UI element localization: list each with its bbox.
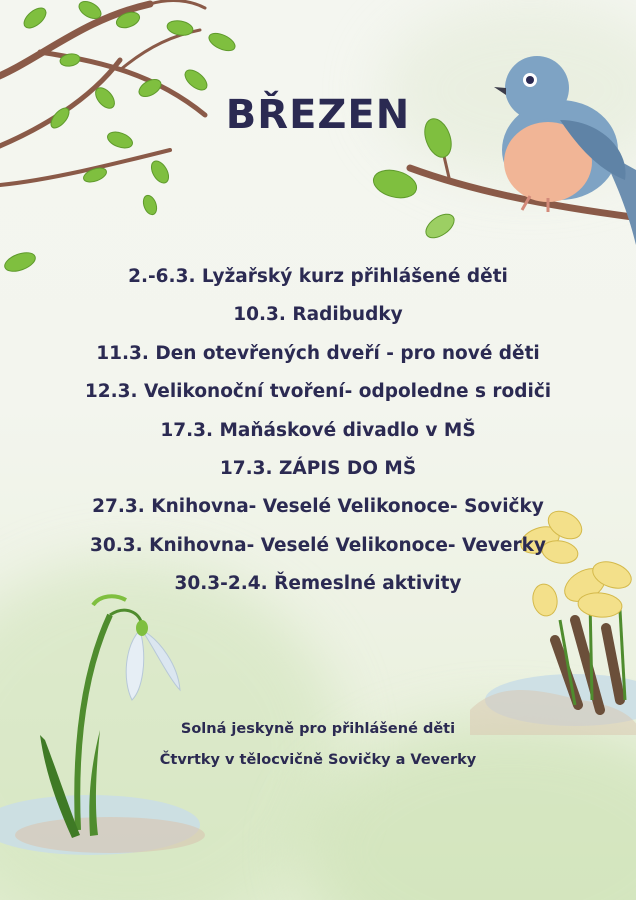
list-item: 27.3. Knihovna- Veselé Velikonoce- Sovičky: [92, 496, 544, 518]
list-item: 10.3. Radibudky: [233, 304, 403, 326]
list-item: 2.-6.3. Lyžařský kurz přihlášené děti: [128, 266, 508, 287]
note-line: Čtvrtky v tělocvičně Sovičky a Veverky: [159, 752, 477, 768]
notes-section: [60, 714, 576, 776]
list-item: 12.3. Velikonoční tvoření- odpoledne s rodiči: [84, 381, 552, 403]
list-item: 11.3. Den otevřených dveří - pro nové děti: [96, 342, 540, 364]
list-item: 17.3. ZÁPIS DO MŠ: [219, 458, 417, 480]
event-list: [60, 258, 576, 604]
list-item: 17.3. Maňáskové divadlo v MŠ: [160, 419, 476, 441]
page-title: BŘEZEN: [225, 92, 411, 138]
list-item: 30.3-2.4. Řemeslné aktivity: [174, 573, 462, 595]
note-line: Solná jeskyně pro přihlášené děti: [180, 721, 456, 737]
list-item: 30.3. Knihovna- Veselé Velikonoce- Veverky: [90, 534, 546, 556]
